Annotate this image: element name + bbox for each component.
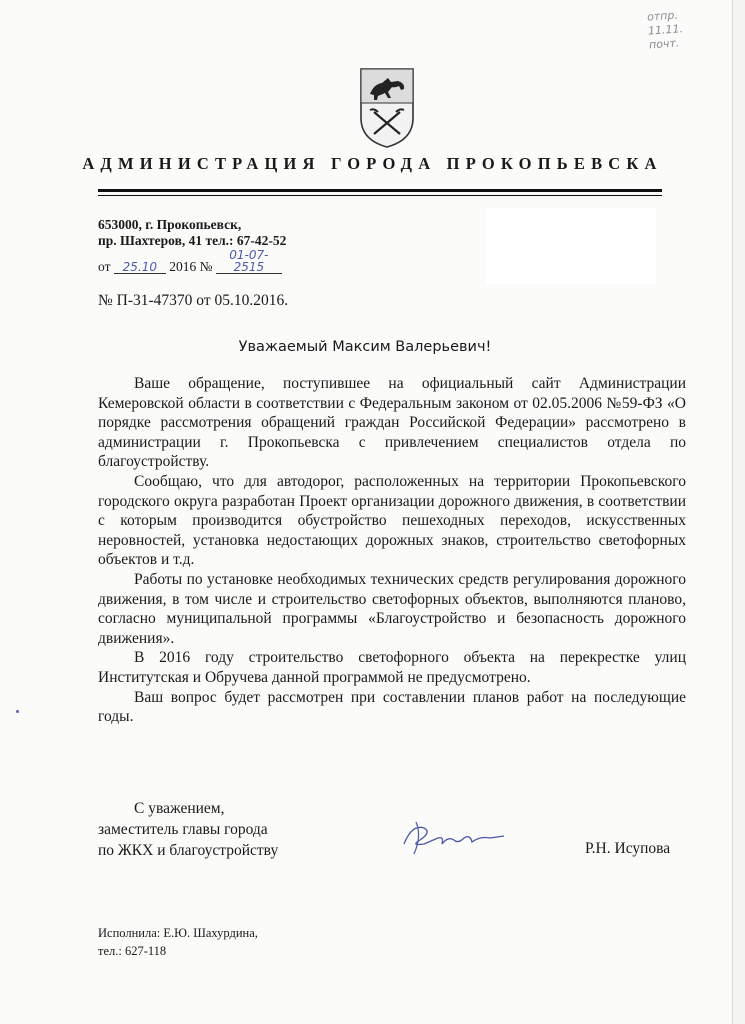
executor-name: Исполнила: Е.Ю. Шахурдина, [98,926,258,940]
sender-address-block [98,217,286,275]
handnote-line: отпр. [646,8,679,24]
date-prefix: от [98,259,111,274]
outgoing-number-line [98,249,286,275]
handwritten-date: 25.10 [114,261,166,274]
body-paragraph: Ваше обращение, поступившее на официальный сайт Администрации Кемеровской области в соответствии с Федеральным законом от 02.05.2006 №59-ФЗ «О порядке рассмотрения обращений граждан Российской Федерации» рассмотрено в администрации г. Прокопьевска с привлечением специалистов отдела по благоустройству. [98,375,686,471]
handnote-line: 11.11. [647,22,684,38]
body-paragraph: В 2016 году строительство светофорного объекта на перекрестке улиц Институтская и Обручева данной программой не предусмотрено. [98,649,686,686]
body-paragraph: Ваш вопрос будет рассмотрен при составлении планов работ на последующие годы. [98,688,686,726]
address-line-1: 653000, г. Прокопьевск, [98,217,242,232]
redacted-recipient-box [486,208,656,284]
handnote-line: почт. [648,36,680,52]
handwritten-outgoing-number: 01-07-2515 [216,249,282,274]
executor-block [98,924,258,960]
header-rule-thin [98,195,662,196]
address-line-2: пр. Шахтеров, 41 тел.: 67-42-52 [98,233,287,248]
incoming-reference: № П-31-47370 от 05.10.2016. [98,292,289,309]
ink-speck [16,710,19,713]
salutation: Уважаемый Максим Валерьевич! [238,339,492,355]
closing-position-1: заместитель главы города [98,821,268,838]
handwritten-dispatch-note [647,5,724,52]
year-number-label: 2016 № [169,259,213,274]
closing-block [98,798,278,861]
body-paragraph: Сообщаю, что для автодорог, расположенных на территории Прокопьевского городского округа разработан Проект организации дорожного движения, в соответствии с которым производится обустройство пешеходных переходов, искусственных неровностей, установка недостающих дорожных знаков, строительство светофорных объектов и т.д. [98,472,686,569]
header-rule-thick [98,189,662,192]
letter-body [98,374,686,727]
signatory-name: Р.Н. Исупова [585,840,671,857]
handwritten-signature [398,814,508,858]
city-coat-of-arms-icon [358,66,416,150]
organization-title: АДМИНИСТРАЦИЯ ГОРОДА ПРОКОПЬЕВСКА [82,154,663,173]
executor-phone: тел.: 627-118 [98,944,167,958]
body-paragraph: Работы по установке необходимых технических средств регулирования дорожного движения, в том числе и строительство светофорных объектов, выполняются планово, согласно муниципальной программы «Благоустройство и безопасность дорожного движения». [98,570,686,647]
closing-regards: С уважением, [134,800,225,817]
closing-position-2: по ЖКХ и благоустройству [98,842,279,859]
